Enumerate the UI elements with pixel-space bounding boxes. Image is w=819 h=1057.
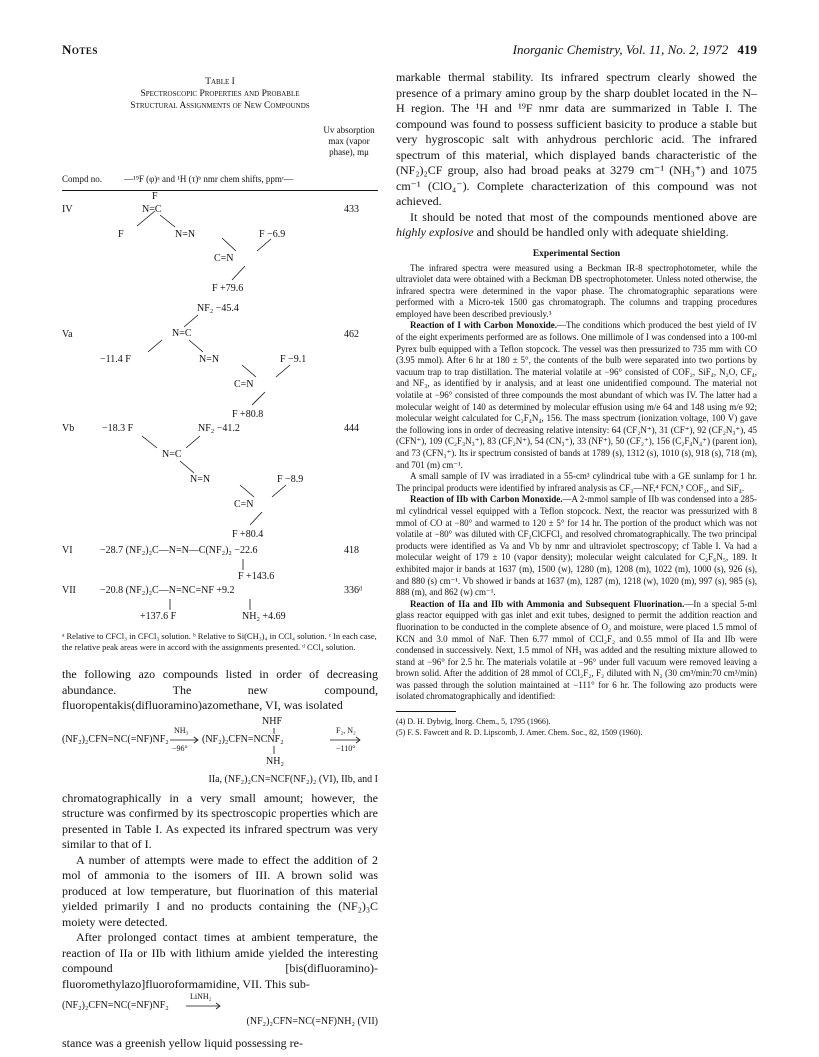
paragraph — [396, 320, 757, 471]
eq1-products: IIa, (NF₂)₂CN=NCF(NF₂)₂ (VI), IIb, and I — [208, 773, 378, 785]
row-IV — [62, 191, 378, 303]
paragraph: A number of attempts were made to effect the addition of 2 mol of ammonia to the isomers of III. A brown solid was produced at low temperature, but fluorination of this material yielded primarily I and no products containing the (NF₂)₃C moiety were detected. — [62, 852, 378, 929]
atom: N=C — [172, 328, 192, 339]
eq1-top: NHF — [262, 715, 283, 727]
atom: N=N — [199, 354, 220, 365]
atom: F +79.6 — [212, 283, 244, 294]
paragraph: markable thermal stability. Its infrared spectrum clearly showed the presence of a primary amino group by the sharp doublet located in the N–H region. The ¹H and ¹⁹F nmr data are summarized in Table I. The compound was found to possess sufficient basicity to produce a stable but very hygroscopic salt with anhydrous perchloric acid. The infrared spectrum of this material, which displayed bands characteristic of the (NF₂)₂CF group, also had broad peaks at 3279 cm⁻¹ (NH₃⁺) and 1075 cm⁻¹ (ClO₄⁻). Complete characterization of this compound was not achieved. — [396, 70, 757, 208]
eq1-cond1: −96° — [172, 743, 188, 753]
paragraph: the following azo compounds listed in order of decreasing abundance. The new compound, fluoropentakis(difluoramino)azomethane, VI, was isolated — [62, 667, 378, 712]
equation-2 — [62, 992, 378, 1032]
atom: +137.6 F — [140, 611, 177, 622]
formula: −20.8 (NF₂)₂C—N=NC=NF +9.2 — [100, 585, 235, 596]
row-VI — [62, 545, 378, 585]
paragraph: After prolonged contact times at ambient temperature, the reaction of IIa or IIb with lithium amide yielded the interesting compound [bis(difluoramino)-fluoromethylazo]fluoroformamidine, VII. This sub- — [62, 930, 378, 991]
running-head-right — [513, 42, 757, 58]
paragraph: chromatographically in a very small amount; however, the structure was confirmed by its spectroscopic properties which are presented in Table I. As expected its infrared spectrum was very similar to that of I. — [62, 790, 378, 851]
uv-value: 418 — [344, 545, 359, 556]
paragraph — [396, 210, 757, 241]
atom: −18.3 F — [102, 423, 134, 434]
reference-4: (4) D. H. Dybvig, Inorg. Chem., 5, 1795 (1966). — [396, 717, 551, 727]
row-VII — [62, 585, 378, 627]
uv-value: 336ᵈ — [344, 585, 363, 596]
formula: −28.7 (NF₂)₂C—N=N—C(NF₂)₂ −22.6 — [100, 545, 258, 556]
atom: C=N — [234, 499, 254, 510]
eq1-reagent1: NH₃ — [174, 725, 189, 735]
paragraph: A small sample of IV was irradiated in a 55-cm³ cylindrical tube with a GE sunlamp for 1 hr. The principal products were identified by infrared analysis as CF₃—NF,⁴ FCN,⁵ COF₂, and SiF₄. — [396, 471, 757, 493]
atom: N=N — [190, 474, 211, 485]
left-column — [62, 70, 378, 1052]
atom: C=N — [214, 253, 234, 264]
table-caption-2: Structural Assignments of New Compounds — [130, 101, 310, 111]
paragraph — [396, 599, 757, 703]
table-footnote: ᵃ Relative to CFCl₃ in CFCl₃ solution. ᵇ Relative to Si(CH₃)₄ in CCl₄ solution. ᶜ In each case, the relative peak areas were in accord with the assignments presented. ᵈ CCl₄ solution. — [62, 631, 377, 652]
eq1-mid: (NF₂)₂CFN=NCNF₂ — [202, 733, 284, 745]
compd-id: Va — [62, 329, 73, 340]
atom: N=N — [175, 229, 196, 240]
eq1-left: (NF₂)₂CFN=NC(=NF)NF₂ — [62, 733, 169, 745]
bond-lines-Vb — [62, 423, 378, 545]
table-label: Table I — [205, 77, 235, 87]
journal-citation: Inorganic Chemistry, Vol. 11, No. 2, 1972 — [512, 42, 729, 57]
atom: F — [152, 191, 158, 202]
uv-value: 433 — [344, 204, 359, 215]
table-header — [62, 112, 378, 188]
paragraph — [396, 494, 757, 598]
atom: F +143.6 — [238, 571, 275, 582]
header-uv: Uv absorption max (vapor phase), mμ — [323, 125, 375, 157]
atom: NF₂ −45.4 — [197, 303, 239, 314]
section-heading: Experimental Section — [532, 248, 621, 259]
atom: F −8.9 — [277, 474, 304, 485]
atom: F −6.9 — [259, 229, 286, 240]
emphasis: highly explosive — [396, 225, 474, 239]
page-number: 419 — [737, 42, 757, 57]
eq2-right: (NF₂)₂CFN=NC(=NF)NH₂ (VII) — [246, 1016, 378, 1027]
eq1-reagent2: F₂, N₂ — [336, 725, 356, 735]
eq1-cond2: −110° — [336, 743, 356, 753]
run-in-heading: Reaction of IIb with Carbon Monoxide. — [410, 494, 563, 505]
run-in-heading: Reaction of IIa and IIb with Ammonia and Subsequent Fluorination. — [410, 598, 685, 609]
table-caption-1: Spectroscopic Properties and Probable — [140, 89, 300, 99]
compd-id: VII — [62, 585, 76, 596]
atom: F +80.4 — [232, 529, 264, 540]
atom: NH₂ +4.69 — [242, 611, 286, 622]
atom: NF₂ −41.2 — [198, 423, 240, 434]
eq1-bottom: NH₂ — [266, 755, 284, 767]
text-run: —A 2-mmol sample of IIb was condensed into a 285-ml cylindrical vessel equipped with a Teflon stopcock. Next, the reactor was pressurized with 8 mmol of CO at −80° and warmed to 120 ± 5° for 14 hr. The portion of the product which was not volatile at −80° was diluted with CF₂ClCFCl₂ and resolved chromatographically. The two principal products were identified as Va and Vb by nmr and ultraviolet spectroscopy; cf Table I. Va had a molecular weight of 179 ± 10 (vapor density); molecular weight calculated for C₂F₆N₅, 189. It exhibited major ir bands at 1637 (m), 1500 (w), 1280 (m), 1208 (m), 1022 (m), 1000 (s), 926 (s), and 880 (s) cm⁻¹. Vb showed ir bands at 1637 (m), 1287 (m), 1218 (w), 1020 (m), 997 (s), 985 (s), 888 (m), and 862 (w) cm⁻¹. — [396, 494, 757, 598]
uv-value: 462 — [344, 329, 359, 340]
running-head-left: Notes — [62, 42, 98, 57]
row-Vb — [62, 423, 378, 545]
text-run: It should be noted that most of the compounds mentioned above are — [410, 209, 757, 224]
compd-id: VI — [62, 545, 73, 556]
uv-value: 444 — [344, 423, 359, 434]
atom: −11.4 F — [100, 354, 131, 365]
atom: F — [118, 229, 124, 240]
row-Va — [62, 303, 378, 423]
eq2-left: (NF₂)₂CFN=NC(=NF)NF₂ — [62, 1000, 169, 1011]
atom: F −9.1 — [280, 354, 307, 365]
atom: F +80.8 — [232, 409, 264, 420]
atom: C=N — [234, 379, 254, 390]
text-run: —The conditions which produced the best yield of IV of the eight experiments performed are as follows. One millimole of I was condensed into a 100-ml Pyrex bulb equipped with a Teflon stopcock. The vessel was then pressurized to 735 mm with CO (3.95 mmol). After 6 hr at 180 ± 5°, the contents of the bulb were separated into two portions by vacuum trap to trap distillation. The material volatile at −96° consisted of COF₂, SiF₄, N₂O, CF₄, and NF₃, as identified by ir analysis, and at least one unidentified compound. The material not volatile at −96° consisted of three compounds the most abundant of which was IV. The latter had a molecular weight of 140 as determined by molecular effusion using m/e 64 and 148 using m/e 92; molecular weight calculated for C₂F₄N₄, 156. The mass spectrum (ionization voltage, 100 V) gave the following ions in order of decreasing relative intensity: 64 (CF₂N⁺), 31 (CF⁺), 92 (CF₂N₃⁺), 45 (CFN⁺), 109 (C₂F₃N₃⁺), 83 (CF₂N⁺), 54 (CN₃⁺), 33 (NF⁺), 50 (CF₂⁺), 156 (C₂F₄N₄⁺) (parent ion), and 73 (CFN₃⁺). Its ir spectrum consisted of bands at 1789 (s), 1312 (s), 1010 (s), 918 (s), 718 (m), and 701 (m) cm⁻¹. — [396, 320, 757, 470]
atom: N=C — [162, 449, 182, 460]
eq2-reagent: LiNH₂ — [190, 992, 212, 1001]
reference-5: (5) F. S. Fawcett and R. D. Lipscomb, J. Amer. Chem. Soc., 82, 1509 (1960). — [396, 727, 643, 737]
right-column — [396, 70, 757, 738]
equation-1 — [62, 714, 378, 774]
paragraph: stance was a greenish yellow liquid possessing re- — [62, 1036, 303, 1050]
paragraph: The infrared spectra were measured using a Beckman IR-8 spectrophotometer, while the ultraviolet data were obtained with a Beckman DB spectrophotometer. Unless noted otherwise, the infrared spectra were determined in the vapor phase. The chromatographic separations were performed with a Micro-tek 1500 gas chromatograph. The columns and trapping procedures employed have been described previously.³ — [396, 262, 757, 319]
atom: N=C — [142, 204, 162, 215]
run-in-heading: Reaction of I with Carbon Monoxide. — [410, 320, 557, 331]
text-run: and should be handled only with adequate shielding. — [476, 225, 729, 239]
header-compd: Compd no. — [62, 174, 103, 184]
compd-id: Vb — [62, 423, 75, 434]
compd-id: IV — [62, 204, 73, 215]
text-run: —In a special 5-ml glass reactor equipped with gas inlet and exit tubes, designed to permit the addition reaction and fluorination to be conducted in the complete absence of O₂ and moisture, were placed 1.5 mmol of KCN and 3.0 mmol of NaF. Then 6.77 mmol of CCl₂F₂ and 0.55 mmol of IIa and IIb were condensed in successively. Next, 1.5 mmol of NH₃ was added and the resulting mixture allowed to stand at −96° for 2.5 hr. The materials volatile at −96° under full vacuum were removed leaving a brown solid. After the addition of 28 mmol of CCl₂F₂, F₂ diluted with N₂ (30 cm³/min:70 cm³/min) was passed through the solution maintained at −111° for 6 hr. The following azo products were isolated chromatographically and identified: — [396, 598, 757, 702]
header-nmr: —¹⁹F (φ)ᵃ and ¹H (τ)ᵇ nmr chem shifts, ppmᶜ— — [124, 174, 294, 184]
